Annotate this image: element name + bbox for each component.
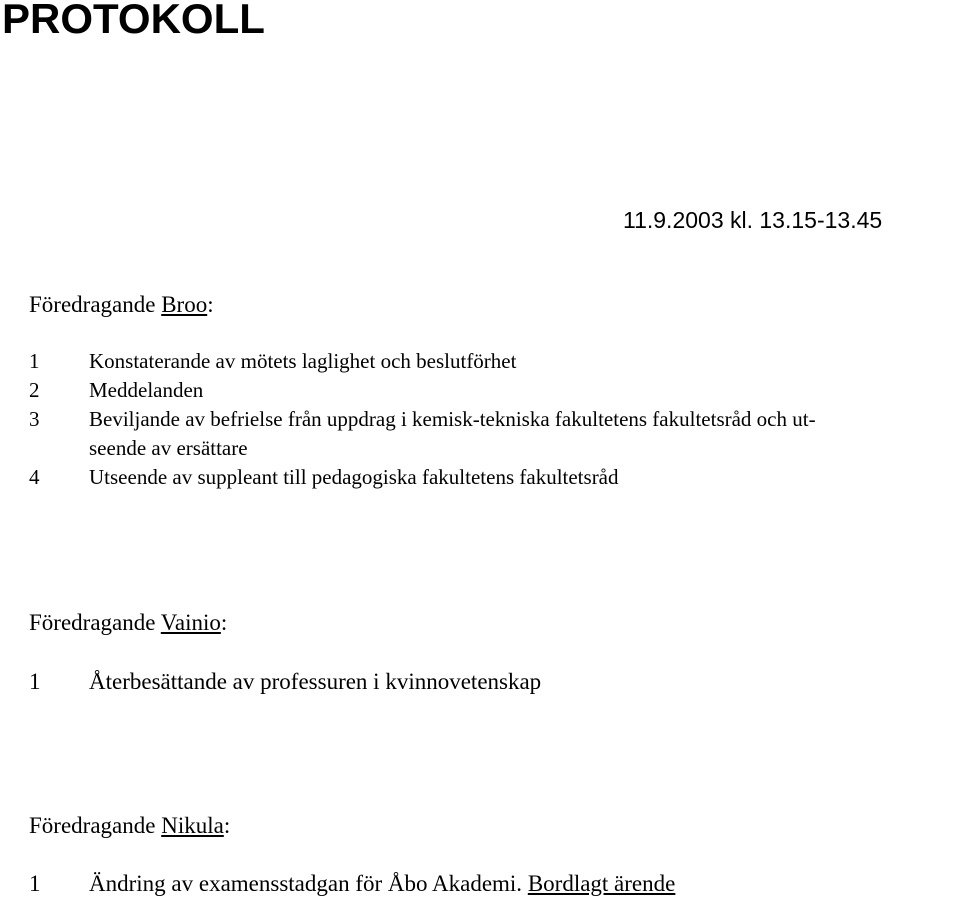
- document-title: PROTOKOLL: [2, 0, 265, 42]
- presenter-label: Föredragande: [29, 813, 156, 838]
- agenda-item-text: Utseende av suppleant till pedagogiska fakultetens fakultetsråd: [89, 465, 619, 489]
- agenda-item-number: 1: [29, 669, 41, 694]
- agenda-item-text: Beviljande av befrielse från uppdrag i kemisk-tekniska fakultetens fakultetsråd och ut-: [89, 407, 816, 431]
- agenda-item-text: Konstaterande av mötets laglighet och beslutförhet: [89, 349, 517, 373]
- presenter-colon: :: [207, 292, 214, 317]
- agenda-item-text-continued: seende av ersättare: [89, 436, 248, 460]
- presenter-heading-nikula: [29, 813, 230, 839]
- agenda-item-number: 3: [29, 407, 40, 431]
- presenter-colon: :: [220, 610, 228, 635]
- agenda-item-text: Återbesättande av professuren i kvinnovetenskap: [89, 669, 542, 694]
- presenter-heading-vainio: [29, 610, 227, 636]
- presenter-name: Broo: [161, 292, 208, 317]
- agenda-item-text: Ändring av examensstadgan för Åbo Akademi.: [89, 871, 523, 896]
- presenter-name: Nikula: [161, 813, 224, 838]
- presenter-heading-broo: [29, 292, 214, 318]
- agenda-item-text-wrapper: [89, 405, 816, 463]
- agenda-item-number: 1: [29, 349, 40, 373]
- meeting-date-time: 11.9.2003 kl. 13.15-13.45: [623, 207, 883, 233]
- presenter-name: Vainio: [160, 610, 221, 635]
- agenda-item-number: 1: [29, 871, 41, 896]
- agenda-item-text-wrapper: [89, 869, 675, 898]
- agenda-item-number: 4: [29, 465, 40, 489]
- tabled-matter-note: Bordlagt ärende: [527, 871, 676, 896]
- agenda-item-number: 2: [29, 378, 40, 402]
- presenter-label: Föredragande: [29, 292, 156, 317]
- agenda-item-text: Meddelanden: [89, 378, 204, 402]
- presenter-colon: :: [223, 813, 231, 838]
- presenter-label: Föredragande: [29, 610, 156, 635]
